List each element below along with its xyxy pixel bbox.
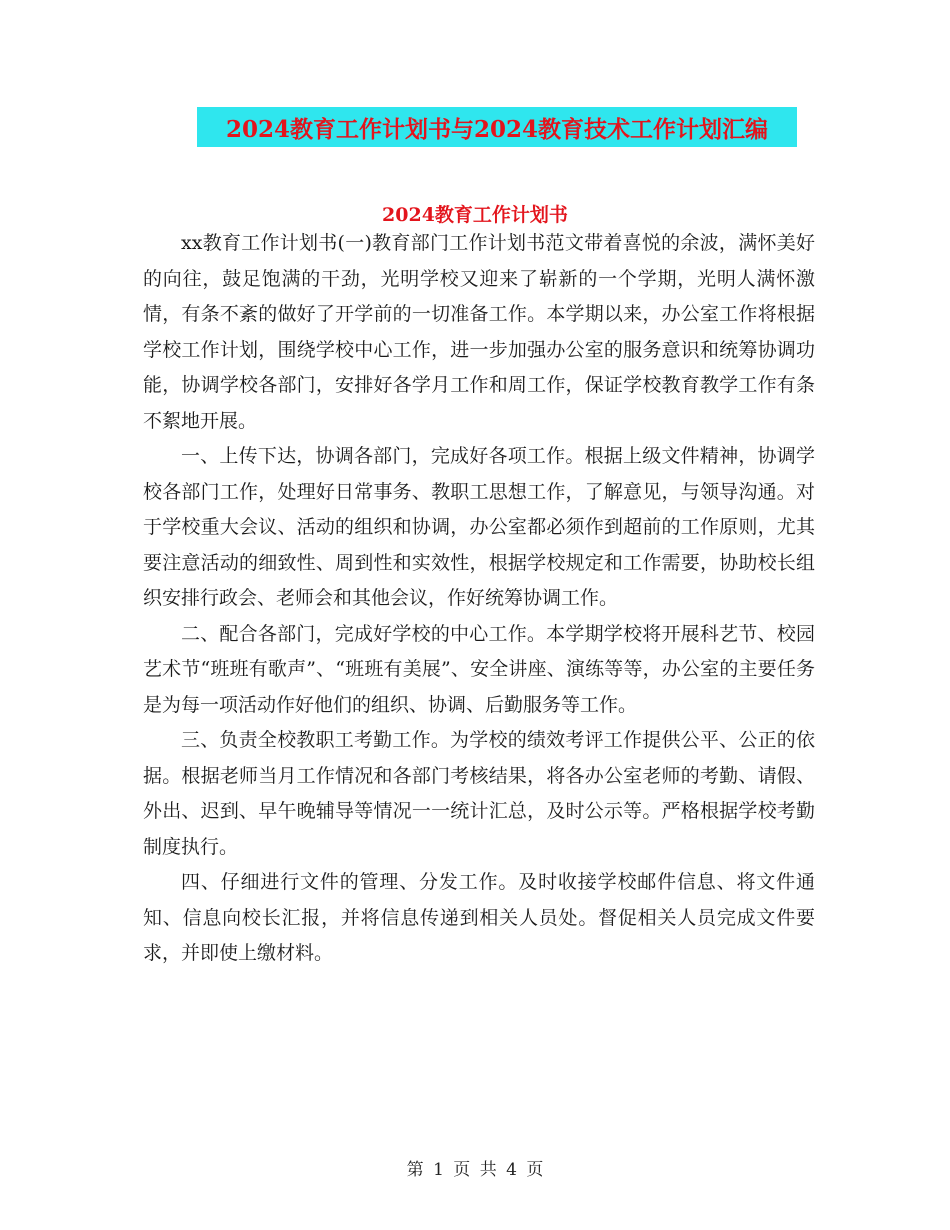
page-footer: 第 1 页 共 4 页 bbox=[406, 1160, 544, 1180]
paragraph-item-1: 一、上传下达，协调各部门，完成好各项工作。根据上级文件精神，协调学校各部门工作，处理好日常事务、教职工思想工作，了解意见，与领导沟通。对于学校重大会议、活动的组织和协调，办公室都必须作到超前的工作原则，尤其要注意活动的细致性、周到性和实效性，根据学校规定和工作需要，协助校长组织安排行政会、老师会和其他会议，作好统筹协调工作。 bbox=[143, 445, 815, 609]
paragraph-item-2: 二、配合各部门，完成好学校的中心工作。本学期学校将开展科艺节、校园艺术节“班班有歌声”、“班班有美展”、安全讲座、演练等等，办公室的主要任务是为每一项活动作好他们的组织、协调、后勤服务等工作。 bbox=[143, 622, 815, 716]
paragraph-item-4: 四、仔细进行文件的管理、分发工作。及时收接学校邮件信息、将文件通知、信息向校长汇报，并将信息传递到相关人员处。督促相关人员完成文件要求，并即使上缴材料。 bbox=[143, 871, 815, 964]
paragraph-item-3: 三、负责全校教职工考勤工作。为学校的绩效考评工作提供公平、公正的依据。根据老师当月工作情况和各部门考核结果，将各办公室老师的考勤、请假、外出、迟到、早午晚辅导等情况一一统计汇总，及时公示等。严格根据学校考勤制度执行。 bbox=[143, 729, 815, 858]
body-text bbox=[143, 226, 815, 972]
paragraph-intro: xx教育工作计划书(一)教育部门工作计划书范文带着喜悦的余波，满怀美好的向往，鼓足饱满的干劲，光明学校又迎来了崭新的一个学期，光明人满怀激情，有条不紊的做好了开学前的一切准备工作。本学期以来，办公室工作将根据学校工作计划，围绕学校中心工作，进一步加强办公室的服务意识和统筹协调功能，协调学校各部门，安排好各学月工作和周工作，保证学校教育教学工作有条不絮地开展。 bbox=[143, 232, 815, 432]
main-title-highlight bbox=[197, 107, 797, 147]
section-title: 2024教育工作计划书 bbox=[382, 204, 568, 226]
main-title: 2024教育工作计划书与2024教育技术工作计划汇编 bbox=[225, 115, 769, 143]
